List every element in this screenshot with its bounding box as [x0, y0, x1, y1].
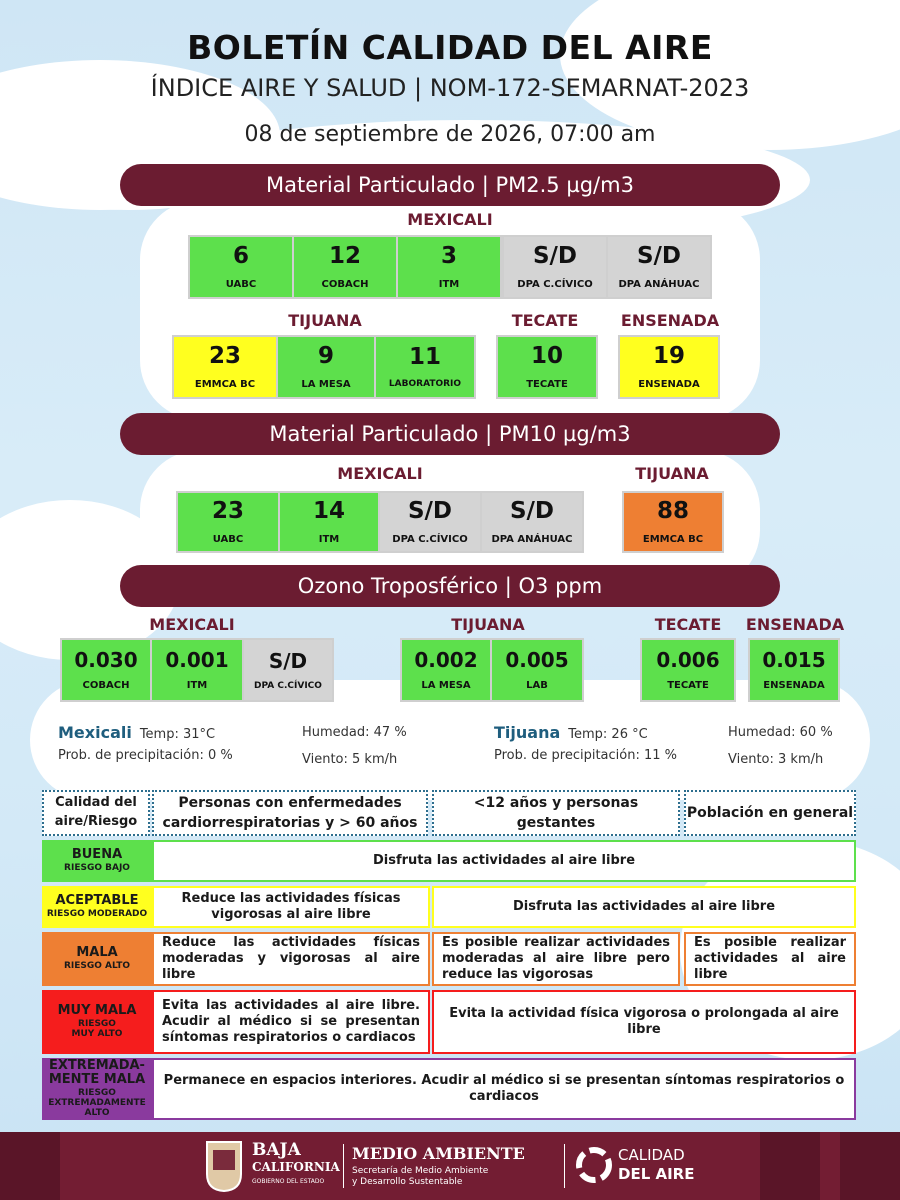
pm10-band: Material Particulado | PM10 µg/m3 — [120, 413, 780, 455]
pm25-station-emmca: 23 EMMCA BC — [172, 335, 278, 399]
pm25-station-uabc: 6 UABC — [188, 235, 294, 299]
o3-tecate-label: TECATE — [654, 615, 722, 634]
bc-line2: CALIFORNIA — [252, 1160, 340, 1174]
bulletin-date: 08 de septiembre de 2026, 07:00 am — [244, 122, 656, 147]
o3-station-itm: 0.001 ITM — [150, 638, 244, 702]
aceptable-others: Disfruta las actividades al aire libre — [432, 886, 856, 928]
mexicali-temp: Mexicali Temp: 31°C — [58, 723, 216, 742]
bulletin-subtitle: ÍNDICE AIRE Y SALUD | NOM-172-SEMARNAT-2023 — [150, 74, 750, 102]
pm25-station-dpa-civico: S/D DPA C.CÍVICO — [502, 235, 608, 299]
pm10-tijuana-label: TIJUANA — [635, 464, 709, 483]
pm25-ensenada-label: ENSENADA — [620, 311, 720, 330]
header-general-population: Población en general — [684, 790, 856, 836]
ma-title: MEDIO AMBIENTE — [352, 1144, 525, 1163]
pm10-station-emmca: 88 EMMCA BC — [622, 491, 724, 553]
pm25-station-tecate: 10 TECATE — [496, 335, 598, 399]
header-cardio-elderly: Personas con enfermedades cardiorrespiratorias y > 60 años — [152, 790, 428, 836]
pm25-station-cobach: 12 COBACH — [292, 235, 398, 299]
pm25-station-laboratorio: 11 LABORATORIO — [374, 335, 476, 399]
pm25-station-dpa-anahuac: S/D DPA ANÁHUAC — [606, 235, 712, 299]
mexicali-precip: Prob. de precipitación: 0 % — [58, 748, 233, 763]
pm10-station-itm: 14 ITM — [278, 491, 380, 553]
o3-band: Ozono Troposférico | O3 ppm — [120, 565, 780, 607]
footer-bar — [0, 1132, 900, 1200]
pm10-station-dpa-civico: S/D DPA C.CÍVICO — [378, 491, 482, 553]
tijuana-precip: Prob. de precipitación: 11 % — [494, 748, 678, 763]
o3-station-cobach: 0.030 COBACH — [60, 638, 152, 702]
ma-sub2: y Desarrollo Sustentable — [352, 1177, 463, 1187]
bulletin-title: BOLETÍN CALIDAD DEL AIRE — [187, 28, 713, 67]
o3-tijuana-label: TIJUANA — [451, 615, 525, 634]
mexicali-humidity: Humedad: 47 % — [302, 725, 407, 740]
row-label-aceptable: ACEPTABLE RIESGO MODERADO — [42, 886, 152, 928]
pm25-tecate-label: TECATE — [511, 311, 579, 330]
muy-mala-others: Evita la actividad física vigorosa o prolongada al aire libre — [432, 990, 856, 1054]
muy-mala-sensitive: Evita las actividades al aire libre. Acudir al médico si se presentan síntomas respiratorios o cardiacos — [152, 990, 430, 1054]
pm25-band: Material Particulado | PM2.5 µg/m3 — [120, 164, 780, 206]
mala-general: Es posible realizar actividades al aire libre — [684, 932, 856, 986]
pm25-tijuana-label: TIJUANA — [288, 311, 362, 330]
extremadamente-mala-all-groups: Permanece en espacios interiores. Acudir al médico si se presentan síntomas respiratorios o cardiacos — [152, 1058, 856, 1120]
pm25-station-ensenada: 19 ENSENADA — [618, 335, 720, 399]
o3-station-ensenada: 0.015 ENSENADA — [748, 638, 840, 702]
row-label-buena: BUENA RIESGO BAJO — [42, 840, 152, 882]
o3-station-la-mesa: 0.002 LA MESA — [400, 638, 492, 702]
pm25-station-la-mesa: 9 LA MESA — [276, 335, 376, 399]
mexicali-wind: Viento: 5 km/h — [302, 752, 398, 767]
pm25-mexicali-label: MEXICALI — [407, 210, 493, 229]
pm10-station-dpa-anahuac: S/D DPA ANÁHUAC — [480, 491, 584, 553]
calidad-aire-logo-icon — [575, 1146, 613, 1184]
ca-line2: DEL AIRE — [618, 1165, 695, 1183]
footer-pattern — [840, 1132, 900, 1200]
o3-station-lab: 0.005 LAB — [490, 638, 584, 702]
aceptable-sensitive: Reduce las actividades físicas vigorosas al aire libre — [152, 886, 430, 928]
header-quality-risk: Calidad del aire/Riesgo — [42, 790, 150, 836]
pm10-station-uabc: 23 UABC — [176, 491, 280, 553]
row-label-extremadamente-mala: EXTREMADA-MENTE MALA RIESGO EXTREMADAMENTE ALTO — [42, 1058, 152, 1120]
mala-sensitive: Reduce las actividades físicas moderadas y vigorosas al aire libre — [152, 932, 430, 986]
footer-pattern — [0, 1132, 60, 1200]
footer-pattern — [760, 1132, 820, 1200]
pm10-mexicali-label: MEXICALI — [337, 464, 423, 483]
footer-divider — [564, 1144, 565, 1188]
bc-line1: BAJA — [252, 1140, 301, 1160]
ca-line1: CALIDAD — [618, 1146, 685, 1164]
mala-children: Es posible realizar actividades moderadas al aire libre pero reduce las vigorosas — [432, 932, 680, 986]
o3-station-dpa-civico: S/D DPA C.CÍVICO — [242, 638, 334, 702]
row-label-mala: MALA RIESGO ALTO — [42, 932, 152, 986]
o3-station-tecate: 0.006 TECATE — [640, 638, 736, 702]
pm25-station-itm: 3 ITM — [396, 235, 502, 299]
tijuana-temp: Tijuana Temp: 26 °C — [494, 723, 648, 742]
tijuana-wind: Viento: 3 km/h — [728, 752, 824, 767]
row-label-muy-mala: MUY MALA RIESGO MUY ALTO — [42, 990, 152, 1054]
o3-mexicali-label: MEXICALI — [149, 615, 235, 634]
footer-divider — [343, 1144, 344, 1188]
bc-line3: GOBIERNO DEL ESTADO — [252, 1178, 325, 1185]
ma-sub1: Secretaría de Medio Ambiente — [352, 1166, 489, 1176]
header-children-pregnant: <12 años y personas gestantes — [432, 790, 680, 836]
state-shield-icon — [205, 1140, 243, 1192]
buena-all-groups: Disfruta las actividades al aire libre — [152, 840, 856, 882]
o3-ensenada-label: ENSENADA — [745, 615, 845, 634]
tijuana-humidity: Humedad: 60 % — [728, 725, 833, 740]
